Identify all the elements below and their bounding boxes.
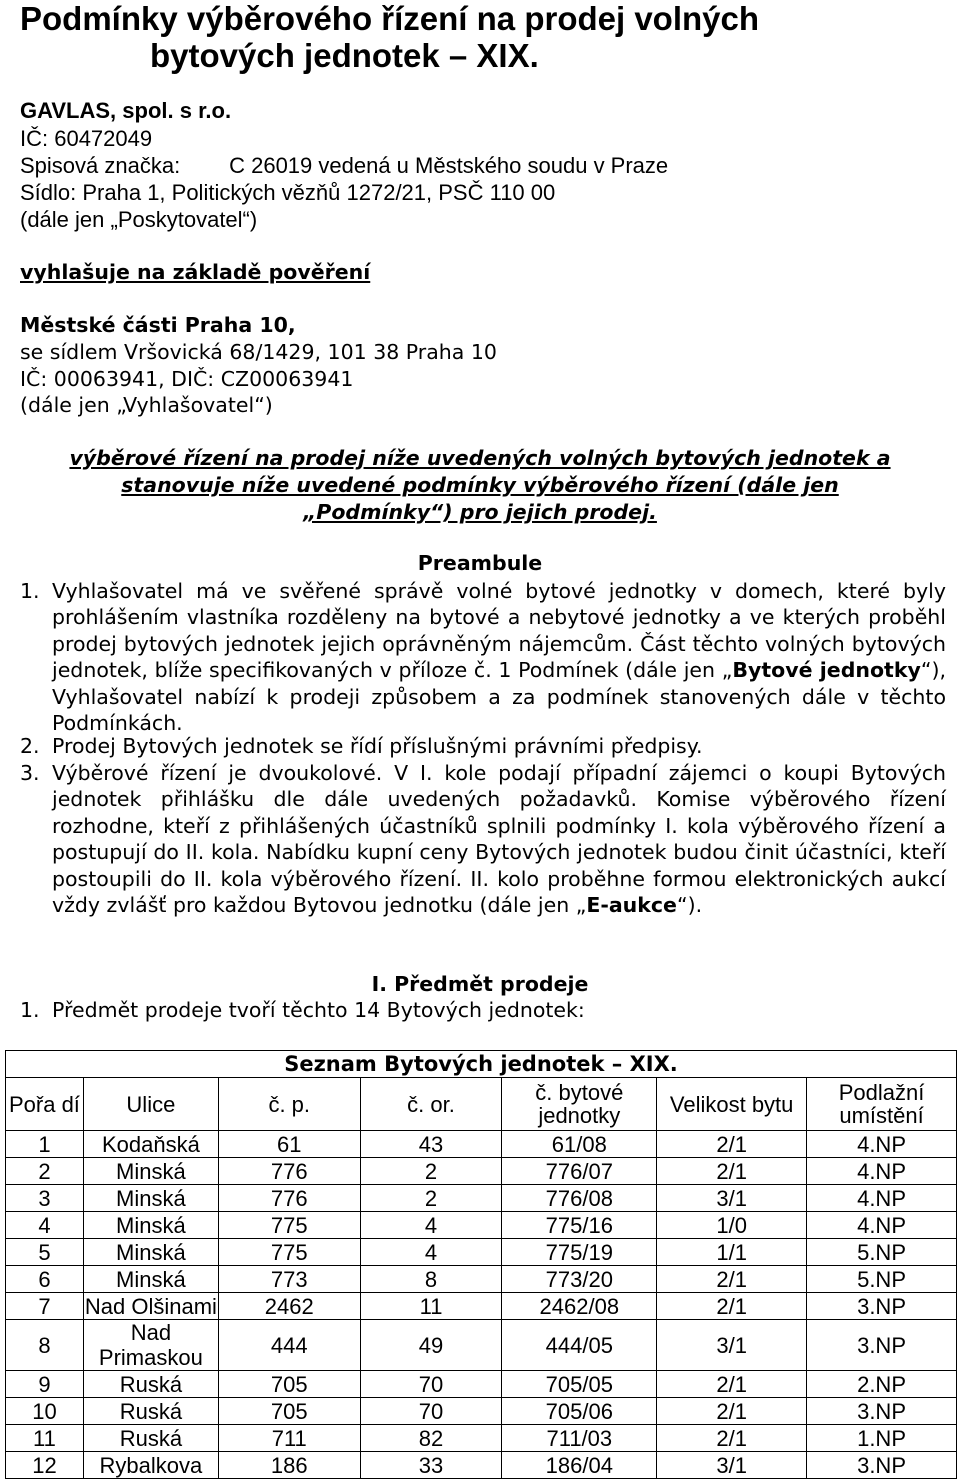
cell-unit-no: 61/08 — [502, 1131, 657, 1158]
cell-order: 7 — [6, 1293, 84, 1320]
table-header-row — [6, 1078, 957, 1131]
cell-orientation-no: 11 — [360, 1293, 502, 1320]
cell-orientation-no: 8 — [360, 1266, 502, 1293]
cell-flat-size: 2/1 — [657, 1293, 807, 1320]
provider-ic: IČ: 60472049 — [20, 126, 153, 151]
cell-order: 1 — [6, 1131, 84, 1158]
cell-unit-no: 711/03 — [502, 1425, 657, 1452]
document-title — [20, 0, 940, 74]
cell-order: 6 — [6, 1266, 84, 1293]
cell-orientation-no: 33 — [360, 1452, 502, 1479]
table-row — [6, 1239, 957, 1266]
header-order: Pořa dí — [6, 1078, 84, 1131]
header-street: Ulice — [83, 1078, 218, 1131]
table-row — [6, 1398, 957, 1425]
cell-street: Minská — [83, 1239, 218, 1266]
cell-flat-size: 1/1 — [657, 1239, 807, 1266]
cell-flat-size: 2/1 — [657, 1158, 807, 1185]
table-row — [6, 1266, 957, 1293]
cell-orientation-no: 70 — [360, 1371, 502, 1398]
provider-name: GAVLAS, spol. s r.o. — [20, 98, 232, 123]
cell-unit-no: 775/16 — [502, 1212, 657, 1239]
table-row — [6, 1452, 957, 1479]
cell-orientation-no: 4 — [360, 1239, 502, 1266]
cell-orientation-no: 70 — [360, 1398, 502, 1425]
cell-order: 4 — [6, 1212, 84, 1239]
section-1-heading: I. Předmět prodeje — [371, 972, 589, 996]
announce-heading: vyhlašuje na základě pověření — [20, 260, 371, 284]
cell-house-no: 776 — [218, 1158, 360, 1185]
preamble-paragraph-1 — [52, 578, 946, 736]
cell-order: 3 — [6, 1185, 84, 1212]
cell-house-no: 186 — [218, 1452, 360, 1479]
cell-unit-no: 776/07 — [502, 1158, 657, 1185]
cell-floor: 4.NP — [807, 1212, 957, 1239]
table-row — [6, 1425, 957, 1452]
cell-flat-size: 2/1 — [657, 1371, 807, 1398]
cell-house-no: 776 — [218, 1185, 360, 1212]
cell-house-no: 705 — [218, 1371, 360, 1398]
cell-orientation-no: 2 — [360, 1185, 502, 1212]
cell-house-no: 773 — [218, 1266, 360, 1293]
table-row — [6, 1320, 957, 1371]
cell-unit-no: 186/04 — [502, 1452, 657, 1479]
table-row — [6, 1131, 957, 1158]
cell-street: Nad Primaskou — [83, 1320, 218, 1371]
cell-street: Minská — [83, 1158, 218, 1185]
preamble-paragraph-2: Prodej Bytových jednotek se řídí příslušnými právními předpisy. — [52, 734, 703, 758]
cell-unit-no: 705/06 — [502, 1398, 657, 1425]
provider-file-no: Spisová značka: C 26019 vedená u Městského soudu v Praze — [20, 153, 669, 178]
cell-unit-no: 444/05 — [502, 1320, 657, 1371]
title-line-1: Podmínky výběrového řízení na prodej volných — [20, 0, 760, 37]
announcer-name: Městské části Praha 10, — [20, 313, 296, 337]
cell-floor: 4.NP — [807, 1158, 957, 1185]
table-caption: Seznam Bytových jednotek – XIX. — [6, 1051, 957, 1078]
cell-floor: 1.NP — [807, 1425, 957, 1452]
cell-floor: 3.NP — [807, 1452, 957, 1479]
preamble-p3-text-b: “). — [676, 893, 703, 918]
cell-unit-no: 776/08 — [502, 1185, 657, 1212]
cell-unit-no: 2462/08 — [502, 1293, 657, 1320]
cell-house-no: 705 — [218, 1398, 360, 1425]
header-floor: Podlažní umístění — [807, 1078, 957, 1131]
cell-orientation-no: 82 — [360, 1425, 502, 1452]
subject-line-3: „Podmínky“) pro jejich prodej. — [303, 500, 657, 524]
cell-house-no: 444 — [218, 1320, 360, 1371]
cell-order: 12 — [6, 1452, 84, 1479]
announcer-ids: IČ: 00063941, DIČ: CZ00063941 — [20, 367, 354, 391]
preamble-p1-text-a: Vyhlašovatel má ve svěřené správě volné bytové jednotky v domech, které byly prohlášením vlastníka rozděleny na bytové a nebytové jednotky a ve kterých proběhl prodej bytových jednotek jejich oprávněným nájemcům. Část těchto volných bytových jednotek, blíže specifikovaných v příloze č. 1 Podmínek (dále jen „ — [52, 579, 946, 683]
subject-line-1: výběrové řízení na prodej níže uvedených volných bytových jednotek a — [69, 446, 891, 470]
cell-flat-size: 3/1 — [657, 1185, 807, 1212]
section-1-paragraph-1: Předmět prodeje tvoří těchto 14 Bytových jednotek: — [52, 998, 585, 1022]
cell-street: Kodaňská — [83, 1131, 218, 1158]
cell-floor: 5.NP — [807, 1266, 957, 1293]
cell-house-no: 775 — [218, 1239, 360, 1266]
cell-street: Minská — [83, 1185, 218, 1212]
cell-floor: 5.NP — [807, 1239, 957, 1266]
cell-unit-no: 775/19 — [502, 1239, 657, 1266]
cell-orientation-no: 2 — [360, 1158, 502, 1185]
units-table — [5, 1050, 957, 1479]
cell-flat-size: 2/1 — [657, 1425, 807, 1452]
preamble-p1-text-b: “), Vyhlašovatel nabízí k prodeji způsobem a za podmínek stanovených dále v těchto Podmínkách. — [52, 658, 946, 736]
cell-flat-size: 2/1 — [657, 1398, 807, 1425]
cell-floor: 3.NP — [807, 1293, 957, 1320]
cell-street: Rybalkova — [83, 1452, 218, 1479]
cell-unit-no: 773/20 — [502, 1266, 657, 1293]
cell-street: Nad Olšinami — [84, 1293, 217, 1319]
cell-floor: 2.NP — [807, 1371, 957, 1398]
cell-street: Ruská — [83, 1371, 218, 1398]
cell-floor: 4.NP — [807, 1131, 957, 1158]
cell-orientation-no: 43 — [360, 1131, 502, 1158]
cell-house-no: 711 — [218, 1425, 360, 1452]
cell-house-no: 2462 — [218, 1293, 360, 1320]
preamble-p3-bold: E-aukce — [586, 893, 677, 918]
cell-floor: 4.NP — [807, 1185, 957, 1212]
header-unit-no: č. bytové jednotky — [502, 1078, 657, 1131]
table-row — [6, 1212, 957, 1239]
table-row — [6, 1158, 957, 1185]
cell-orientation-no: 49 — [360, 1320, 502, 1371]
provider-alias: (dále jen „Poskytovatel“) — [20, 207, 258, 232]
header-flat-size: Velikost bytu — [657, 1078, 807, 1131]
cell-street: Minská — [83, 1266, 218, 1293]
cell-street: Ruská — [83, 1425, 218, 1452]
cell-house-no: 61 — [218, 1131, 360, 1158]
cell-house-no: 775 — [218, 1212, 360, 1239]
cell-floor: 3.NP — [807, 1398, 957, 1425]
title-line-2: bytových jednotek – XIX. — [150, 37, 539, 74]
cell-street: Minská — [83, 1212, 218, 1239]
subject-line-2: stanovuje níže uvedené podmínky výběrového řízení (dále jen — [121, 473, 839, 497]
preamble-paragraph-3 — [52, 760, 946, 918]
cell-floor: 3.NP — [807, 1320, 957, 1371]
preamble-heading: Preambule — [417, 551, 543, 575]
cell-unit-no: 705/05 — [502, 1371, 657, 1398]
cell-flat-size: 1/0 — [657, 1212, 807, 1239]
cell-orientation-no: 4 — [360, 1212, 502, 1239]
cell-street: Ruská — [83, 1398, 218, 1425]
provider-seat: Sídlo: Praha 1, Politických vězňů 1272/21, PSČ 110 00 — [20, 180, 556, 205]
table-row — [6, 1293, 957, 1320]
preamble-p2-number: 2. — [20, 734, 40, 758]
cell-flat-size: 3/1 — [657, 1452, 807, 1479]
preamble-p3-text-a: Výběrové řízení je dvoukolové. V I. kole podají případní zájemci o koupi Bytových jednotek přihlášku dle dále uvedených požadavků. Komise výběrového řízení rozhodne, kteří z přihlášených účastníků splnili podmínky I. kola výběrového řízení a postupují do II. kola. Nabídku kupní ceny Bytových jednotek budou činit účastníci, kteří postoupili do II. kola výběrového řízení. II. kolo proběhne formou elektronických aukcí vždy zvlášť pro každou Bytovou jednotku (dále jen „ — [52, 761, 946, 918]
preamble-p1-bold: Bytové jednotky — [732, 658, 921, 683]
cell-order: 9 — [6, 1371, 84, 1398]
header-orientation-no: č. or. — [360, 1078, 502, 1131]
cell-flat-size: 2/1 — [657, 1266, 807, 1293]
cell-order: 11 — [6, 1425, 84, 1452]
table-row — [6, 1371, 957, 1398]
cell-order: 2 — [6, 1158, 84, 1185]
cell-order: 5 — [6, 1239, 84, 1266]
announcer-alias: (dále jen „Vyhlašovatel“) — [20, 393, 273, 417]
cell-flat-size: 3/1 — [657, 1320, 807, 1371]
table-row — [6, 1185, 957, 1212]
cell-order: 8 — [6, 1320, 84, 1371]
preamble-p1-number: 1. — [20, 579, 40, 603]
cell-flat-size: 2/1 — [657, 1131, 807, 1158]
header-house-no: č. p. — [218, 1078, 360, 1131]
cell-order: 10 — [6, 1398, 84, 1425]
section-1-p1-number: 1. — [20, 998, 40, 1022]
announcer-seat: se sídlem Vršovická 68/1429, 101 38 Praha 10 — [20, 340, 497, 364]
preamble-p3-number: 3. — [20, 761, 40, 785]
